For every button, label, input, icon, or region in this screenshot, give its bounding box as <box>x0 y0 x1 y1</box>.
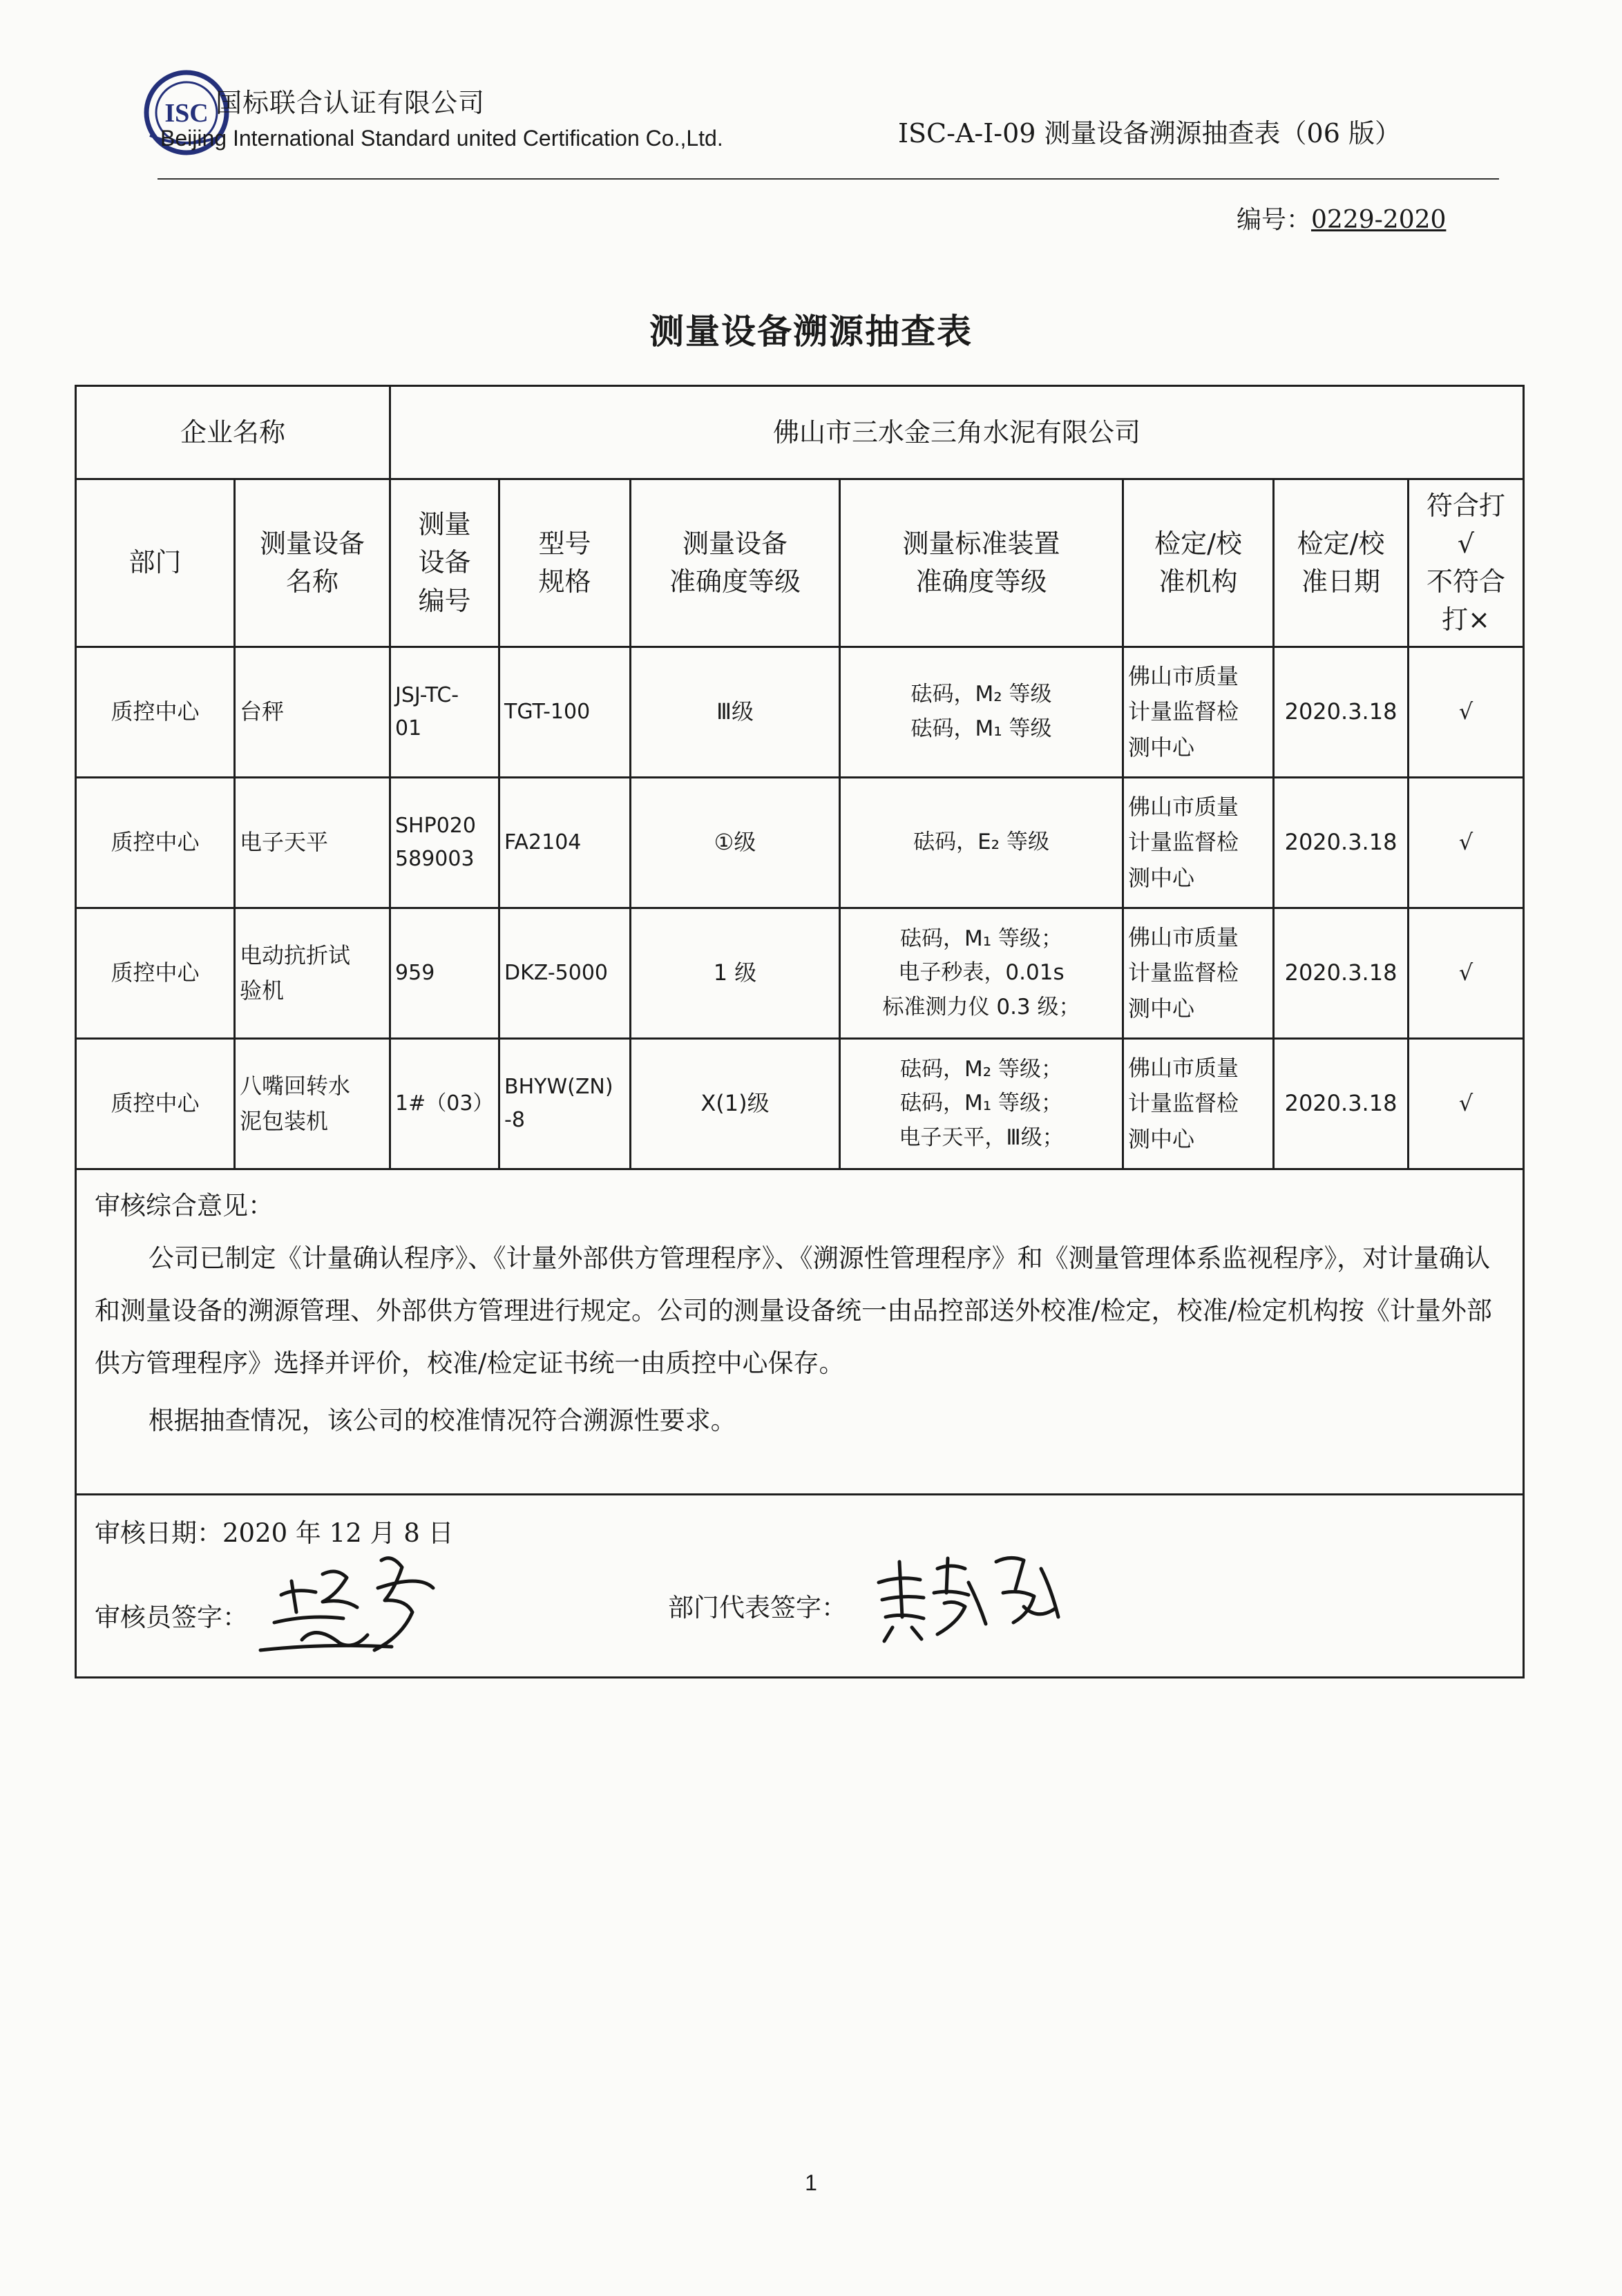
cell-dept: 质控中心 <box>76 778 235 908</box>
review-paragraph-1: 公司已制定《计量确认程序》、《计量外部供方管理程序》、《溯源性管理程序》和《测量管理体系监视程序》，对计量确认和测量设备的溯源管理、外部供方管理进行规定。公司的测量设备统一由品控部送外校准/检定，校准/检定机构按《计量外部供方管理程序》选择并评价，校准/检定证书统一由质控中心保存。 <box>95 1243 1492 1378</box>
cell-code: 959 <box>390 908 499 1039</box>
column-header-name: 测量设备 名称 <box>235 479 390 647</box>
cell-result: √ <box>1409 647 1524 778</box>
company-row <box>76 386 1524 479</box>
table-row <box>76 908 1524 1039</box>
signature-cell <box>76 1495 1524 1678</box>
document-title: 测量设备溯源抽查表 <box>649 311 973 352</box>
cell-institution: 佛山市质量 计量监督检 测中心 <box>1123 778 1274 908</box>
column-header-code: 测量 设备 编号 <box>390 479 499 647</box>
company-name-en: Beijing International Standard united Certification Co.,Ltd. <box>160 126 723 151</box>
document-number-label: 编号： <box>1237 206 1312 234</box>
cell-model: FA2104 <box>499 778 631 908</box>
page-number: 1 <box>805 2170 817 2195</box>
header-divider <box>158 178 1499 180</box>
column-header-standard: 测量标准装置 准确度等级 <box>840 479 1123 647</box>
cell-date: 2020.3.18 <box>1274 778 1409 908</box>
review-date: 审核日期：2020 年 12 月 8 日 <box>95 1518 454 1548</box>
table-header-row <box>76 479 1524 647</box>
cell-institution: 佛山市质量 计量监督检 测中心 <box>1123 908 1274 1039</box>
cell-name: 八嘴回转水 泥包装机 <box>235 1039 390 1169</box>
cell-dept: 质控中心 <box>76 647 235 778</box>
auditor-signature <box>254 1547 461 1664</box>
cell-model: DKZ-5000 <box>499 908 631 1039</box>
cell-result: √ <box>1409 908 1524 1039</box>
cell-code: JSJ-TC- 01 <box>390 647 499 778</box>
cell-standard: 砝码，M₂ 等级 砝码，M₁ 等级 <box>840 647 1123 778</box>
auditor-signature-label: 审核员签字： <box>95 1603 248 1632</box>
column-header-model: 型号 规格 <box>499 479 631 647</box>
column-header-dept: 部门 <box>76 479 235 647</box>
document-number <box>1237 200 1446 236</box>
column-header-date: 检定/校 准日期 <box>1274 479 1409 647</box>
cell-result: √ <box>1409 1039 1524 1169</box>
cell-institution: 佛山市质量 计量监督检 测中心 <box>1123 1039 1274 1169</box>
cell-code: 1#（03） <box>390 1039 499 1169</box>
review-cell <box>76 1169 1524 1495</box>
review-heading: 审核综合意见： <box>95 1191 274 1221</box>
cell-dept: 质控中心 <box>76 908 235 1039</box>
cell-name: 台秤 <box>235 647 390 778</box>
cell-code: SHP020 589003 <box>390 778 499 908</box>
cell-date: 2020.3.18 <box>1274 1039 1409 1169</box>
cell-dept: 质控中心 <box>76 1039 235 1169</box>
table-row <box>76 1039 1524 1169</box>
cell-institution: 佛山市质量 计量监督检 测中心 <box>1123 647 1274 778</box>
cell-date: 2020.3.18 <box>1274 908 1409 1039</box>
table-row <box>76 647 1524 778</box>
cell-standard: 砝码，M₂ 等级； 砝码，M₁ 等级； 电子天平，Ⅲ级； <box>840 1039 1123 1169</box>
cell-result: √ <box>1409 778 1524 908</box>
table-row <box>76 778 1524 908</box>
cell-name: 电动抗折试 验机 <box>235 908 390 1039</box>
cell-standard: 砝码，E₂ 等级 <box>840 778 1123 908</box>
department-rep-signature <box>865 1541 1065 1645</box>
company-name: 佛山市三水金三角水泥有限公司 <box>390 386 1524 479</box>
signature-row <box>76 1495 1524 1678</box>
department-rep-signature-label: 部门代表签字： <box>668 1593 847 1623</box>
company-label: 企业名称 <box>76 386 390 479</box>
cell-name: 电子天平 <box>235 778 390 908</box>
column-header-accuracy: 测量设备 准确度等级 <box>631 479 840 647</box>
traceability-table <box>75 385 1525 1678</box>
cell-model: BHYW(ZN) -8 <box>499 1039 631 1169</box>
column-header-institution: 检定/校 准机构 <box>1123 479 1274 647</box>
document-number-value: 0229-2020 <box>1311 206 1447 234</box>
cell-accuracy: Ⅲ级 <box>631 647 840 778</box>
column-header-result: 符合打 √ 不符合 打× <box>1409 479 1524 647</box>
cell-date: 2020.3.18 <box>1274 647 1409 778</box>
form-code: ISC-A-I-09 测量设备溯源抽查表（06 版） <box>898 118 1401 149</box>
logo-text: ISC <box>164 99 209 128</box>
company-name-cn: 国标联合认证有限公司 <box>216 88 486 118</box>
cell-accuracy: ①级 <box>631 778 840 908</box>
cell-model: TGT-100 <box>499 647 631 778</box>
review-paragraph-2: 根据抽查情况，该公司的校准情况符合溯源性要求。 <box>148 1406 736 1436</box>
cell-accuracy: 1 级 <box>631 908 840 1039</box>
cell-standard: 砝码，M₁ 等级； 电子秒表，0.01s 标准测力仪 0.3 级； <box>840 908 1123 1039</box>
review-row <box>76 1169 1524 1495</box>
cell-accuracy: X(1)级 <box>631 1039 840 1169</box>
